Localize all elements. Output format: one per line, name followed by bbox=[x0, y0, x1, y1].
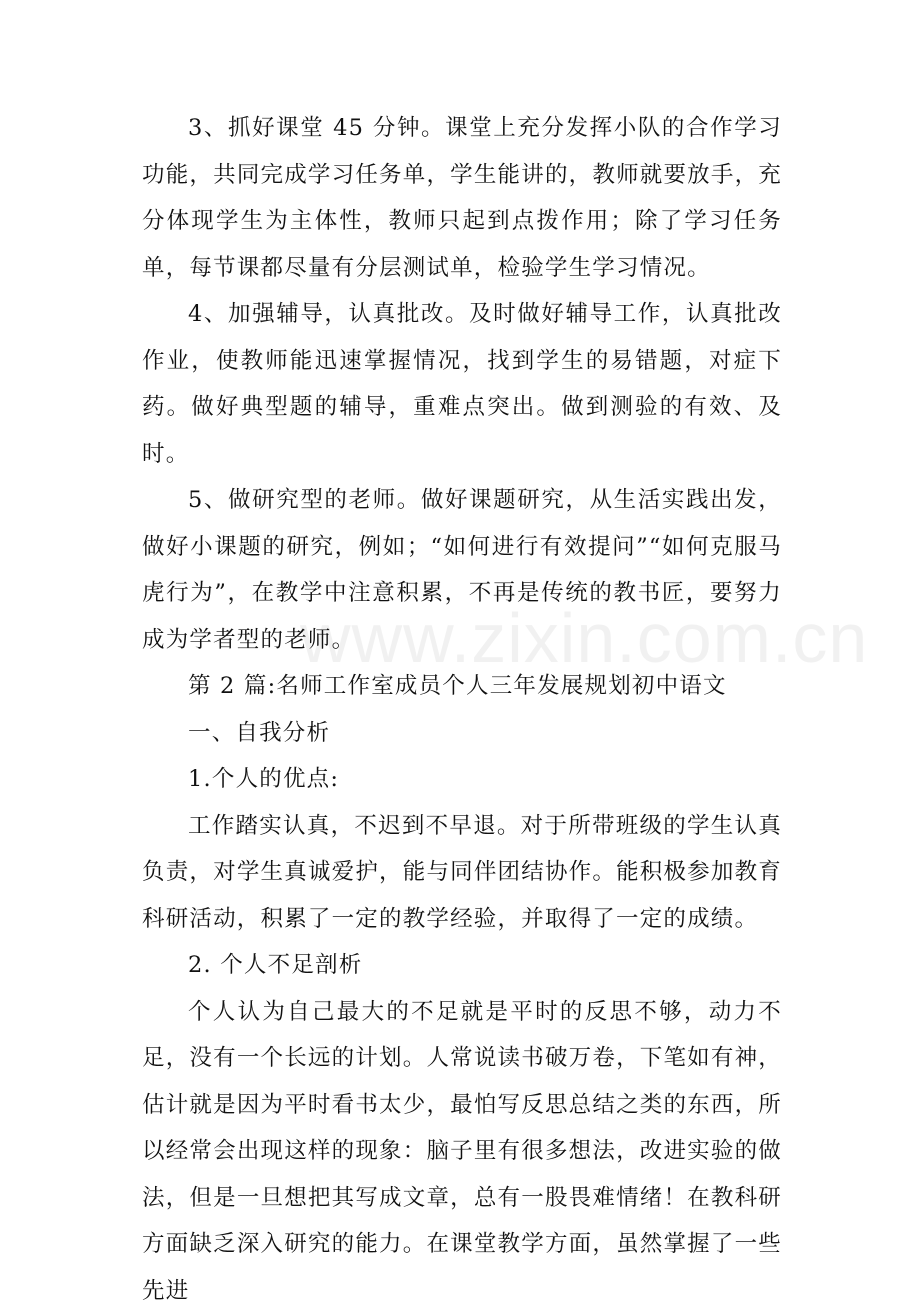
paragraph-strengths: 工作踏实认真，不迟到不早退。对于所带班级的学生认真负责，对学生真诚爱护，能与同伴团结协作。能积极参加教育科研活动，积累了一定的教学经验，并取得了一定的成绩。 bbox=[142, 803, 782, 943]
paragraph-weaknesses: 个人认为自己最大的不足就是平时的反思不够，动力不足，没有一个长远的计划。人常说读书破万卷，下笔如有神，估计就是因为平时看书太少，最怕写反思总结之类的东西，所以经常会出现这样的现象：脑子里有很多想法，改进实验的做法，但是一旦想把其写成文章，总有一股畏难情绪！在教科研方面缺乏深入研究的能力。在课堂教学方面，虽然掌握了一些先进 bbox=[142, 989, 782, 1314]
subheading-weaknesses: 2. 个人不足剖析 bbox=[142, 942, 782, 989]
section-heading-self-analysis: 一、自我分析 bbox=[142, 710, 782, 757]
watermark: www.zixin.com.cn bbox=[300, 598, 868, 678]
article-title: 第 2 篇:名师工作室成员个人三年发展规划初中语文 bbox=[142, 663, 782, 710]
document-body bbox=[142, 105, 782, 1314]
paragraph-item-3: 3、抓好课堂 45 分钟。课堂上充分发挥小队的合作学习功能，共同完成学习任务单，学生能讲的，教师就要放手，充分体现学生为主体性，教师只起到点拨作用；除了学习任务单，每节课都尽量有分层测试单，检验学生学习情况。 bbox=[142, 105, 782, 291]
paragraph-item-4: 4、加强辅导，认真批改。及时做好辅导工作，认真批改作业，使教师能迅速掌握情况，找到学生的易错题，对症下药。做好典型题的辅导，重难点突出。做到测验的有效、及时。 bbox=[142, 291, 782, 477]
subheading-strengths: 1.个人的优点: bbox=[142, 756, 782, 803]
paragraph-item-5: 5、做研究型的老师。做好课题研究，从生活实践出发，做好小课题的研究，例如；“如何进行有效提问”“如何克服马虎行为”，在教学中注意积累，不再是传统的教书匠，要努力成为学者型的老师。 bbox=[142, 477, 782, 663]
